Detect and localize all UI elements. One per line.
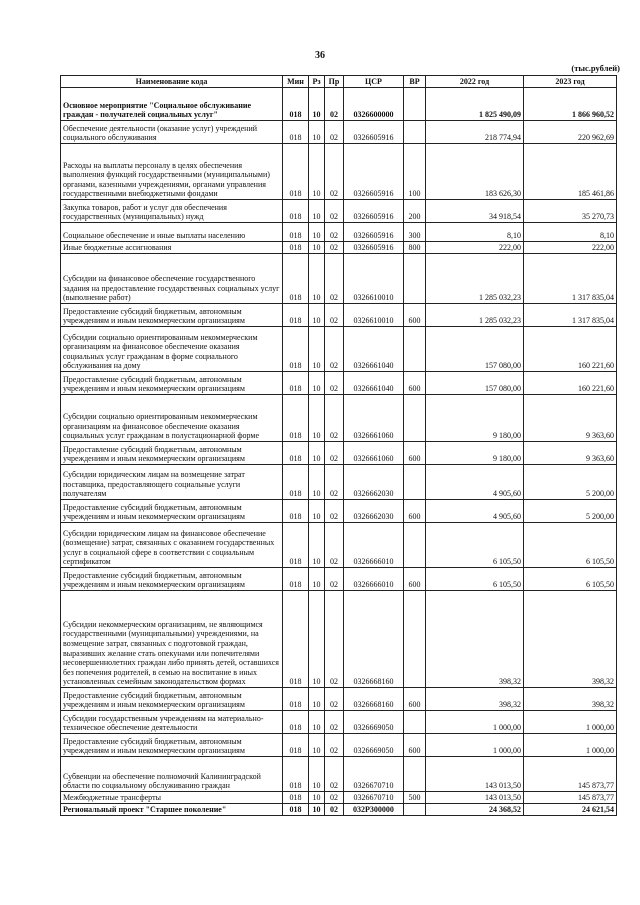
cell-csr: 0326670710 <box>344 792 404 804</box>
cell-name: Предоставление субсидий бюджетным, автономным учреждениям и иным некоммерческим организациям <box>61 688 283 711</box>
cell-rz: 10 <box>309 223 325 242</box>
cell-min: 018 <box>283 500 309 523</box>
cell-csr: 0326670710 <box>344 757 404 792</box>
budget-table <box>60 75 617 816</box>
cell-rz: 10 <box>309 327 325 372</box>
cell-min: 018 <box>283 223 309 242</box>
header-2023: 2023 год <box>524 76 617 88</box>
cell-y2022: 1 000,00 <box>426 734 524 757</box>
table-row <box>61 757 617 792</box>
cell-pr: 02 <box>325 568 344 591</box>
cell-min: 018 <box>283 121 309 144</box>
cell-y2022: 398,32 <box>426 591 524 688</box>
cell-pr: 02 <box>325 372 344 395</box>
cell-min: 018 <box>283 200 309 223</box>
cell-y2022: 1 825 490,09 <box>426 88 524 121</box>
cell-pr: 02 <box>325 304 344 327</box>
table-row <box>61 304 617 327</box>
cell-min: 018 <box>283 804 309 816</box>
cell-vr <box>404 711 426 734</box>
cell-vr: 600 <box>404 568 426 591</box>
cell-y2022: 143 013,50 <box>426 792 524 804</box>
cell-vr: 600 <box>404 372 426 395</box>
cell-vr: 600 <box>404 304 426 327</box>
cell-y2023: 185 461,86 <box>524 144 617 200</box>
cell-pr: 02 <box>325 223 344 242</box>
table-row <box>61 804 617 816</box>
cell-name: Социальное обеспечение и иные выплаты населению <box>61 223 283 242</box>
cell-pr: 02 <box>325 465 344 500</box>
cell-csr: 0326669050 <box>344 734 404 757</box>
cell-rz: 10 <box>309 711 325 734</box>
cell-rz: 10 <box>309 442 325 465</box>
table-row <box>61 223 617 242</box>
header-2022: 2022 год <box>426 76 524 88</box>
cell-y2022: 157 080,00 <box>426 372 524 395</box>
cell-y2023: 398,32 <box>524 688 617 711</box>
cell-csr: 0326605916 <box>344 242 404 254</box>
cell-vr <box>404 254 426 304</box>
cell-csr: 0326668160 <box>344 688 404 711</box>
cell-csr: 0326605916 <box>344 144 404 200</box>
cell-min: 018 <box>283 395 309 442</box>
table-row <box>61 792 617 804</box>
cell-y2023: 145 873,77 <box>524 757 617 792</box>
cell-min: 018 <box>283 711 309 734</box>
cell-y2023: 1 000,00 <box>524 734 617 757</box>
cell-y2022: 4 905,60 <box>426 465 524 500</box>
cell-vr <box>404 804 426 816</box>
cell-pr: 02 <box>325 688 344 711</box>
cell-rz: 10 <box>309 254 325 304</box>
cell-csr: 0326661060 <box>344 395 404 442</box>
cell-csr: 0326669050 <box>344 711 404 734</box>
cell-pr: 02 <box>325 591 344 688</box>
cell-y2022: 1 285 032,23 <box>426 304 524 327</box>
table-row <box>61 121 617 144</box>
table-row <box>61 372 617 395</box>
cell-csr: 0326662030 <box>344 500 404 523</box>
cell-name: Межбюджетные трансферты <box>61 792 283 804</box>
cell-vr <box>404 395 426 442</box>
cell-name: Расходы на выплаты персоналу в целях обеспечения выполнения функций государственными (муниципальными) органами, казенными учреждениями, органами управления государственными внебюджетными фондами <box>61 144 283 200</box>
cell-min: 018 <box>283 688 309 711</box>
cell-pr: 02 <box>325 500 344 523</box>
page-number: 36 <box>315 50 325 61</box>
cell-rz: 10 <box>309 568 325 591</box>
cell-name: Субсидии социально ориентированным некоммерческим организациям на финансовое обеспечение оказания социальных услуг гражданам в полустационарной форме <box>61 395 283 442</box>
cell-rz: 10 <box>309 372 325 395</box>
cell-pr: 02 <box>325 804 344 816</box>
cell-y2023: 35 270,73 <box>524 200 617 223</box>
cell-rz: 10 <box>309 200 325 223</box>
cell-min: 018 <box>283 792 309 804</box>
cell-pr: 02 <box>325 395 344 442</box>
cell-vr <box>404 591 426 688</box>
cell-min: 018 <box>283 442 309 465</box>
cell-min: 018 <box>283 144 309 200</box>
cell-rz: 10 <box>309 144 325 200</box>
cell-pr: 02 <box>325 88 344 121</box>
cell-pr: 02 <box>325 757 344 792</box>
header-vr: ВР <box>404 76 426 88</box>
cell-name: Субсидии государственным учреждениям на материально-техническое обеспечение деятельности <box>61 711 283 734</box>
cell-rz: 10 <box>309 242 325 254</box>
cell-y2022: 183 626,30 <box>426 144 524 200</box>
table-row <box>61 200 617 223</box>
cell-pr: 02 <box>325 254 344 304</box>
cell-rz: 10 <box>309 688 325 711</box>
cell-vr <box>404 327 426 372</box>
cell-csr: 0326605916 <box>344 121 404 144</box>
cell-name: Предоставление субсидий бюджетным, автономным учреждениям и иным некоммерческим организациям <box>61 734 283 757</box>
cell-name: Предоставление субсидий бюджетным, автономным учреждениям и иным некоммерческим организациям <box>61 372 283 395</box>
cell-rz: 10 <box>309 591 325 688</box>
table-row <box>61 500 617 523</box>
table-row <box>61 327 617 372</box>
cell-csr: 0326661040 <box>344 327 404 372</box>
table-header-row <box>61 76 617 88</box>
cell-csr: 0326661060 <box>344 442 404 465</box>
cell-y2022: 8,10 <box>426 223 524 242</box>
cell-pr: 02 <box>325 523 344 568</box>
cell-rz: 10 <box>309 88 325 121</box>
cell-y2022: 1 000,00 <box>426 711 524 734</box>
cell-y2022: 218 774,94 <box>426 121 524 144</box>
cell-vr <box>404 465 426 500</box>
cell-y2022: 34 918,54 <box>426 200 524 223</box>
cell-y2023: 1 317 835,04 <box>524 254 617 304</box>
cell-y2023: 220 962,69 <box>524 121 617 144</box>
cell-name: Предоставление субсидий бюджетным, автономным учреждениям и иным некоммерческим организациям <box>61 500 283 523</box>
cell-min: 018 <box>283 88 309 121</box>
cell-csr: 0326666010 <box>344 568 404 591</box>
cell-rz: 10 <box>309 792 325 804</box>
cell-pr: 02 <box>325 121 344 144</box>
cell-rz: 10 <box>309 523 325 568</box>
cell-rz: 10 <box>309 757 325 792</box>
cell-csr: 0326605916 <box>344 223 404 242</box>
header-name: Наименование кода <box>61 76 283 88</box>
cell-vr: 600 <box>404 442 426 465</box>
cell-vr <box>404 523 426 568</box>
cell-rz: 10 <box>309 121 325 144</box>
table-row <box>61 442 617 465</box>
table-row <box>61 688 617 711</box>
cell-name: Субсидии юридическим лицам на возмещение затрат поставщика, предоставляющего социальные услуги получателям <box>61 465 283 500</box>
cell-vr: 600 <box>404 500 426 523</box>
units-label: (тыс.рублей) <box>571 63 620 73</box>
cell-min: 018 <box>283 757 309 792</box>
cell-vr: 600 <box>404 734 426 757</box>
cell-name: Региональный проект "Старшее поколение" <box>61 804 283 816</box>
table-row <box>61 88 617 121</box>
cell-y2023: 222,00 <box>524 242 617 254</box>
cell-min: 018 <box>283 734 309 757</box>
cell-name: Субсидии на финансовое обеспечение государственного задания на предоставление государственных социальных услуг (выполнение работ) <box>61 254 283 304</box>
cell-csr: 0326668160 <box>344 591 404 688</box>
cell-rz: 10 <box>309 500 325 523</box>
cell-rz: 10 <box>309 395 325 442</box>
cell-y2022: 9 180,00 <box>426 442 524 465</box>
cell-y2023: 145 873,77 <box>524 792 617 804</box>
cell-y2022: 157 080,00 <box>426 327 524 372</box>
cell-rz: 10 <box>309 304 325 327</box>
cell-min: 018 <box>283 372 309 395</box>
cell-y2023: 9 363,60 <box>524 395 617 442</box>
cell-name: Субсидии юридическим лицам на финансовое обеспечение (возмещение) затрат, связанных с оказанием государственных услуг в социальной сфере в соответствии с социальным сертификатом <box>61 523 283 568</box>
cell-csr: 0326610010 <box>344 254 404 304</box>
cell-y2023: 1 000,00 <box>524 711 617 734</box>
cell-vr: 600 <box>404 688 426 711</box>
cell-y2022: 24 368,52 <box>426 804 524 816</box>
cell-y2022: 398,32 <box>426 688 524 711</box>
cell-y2023: 1 866 960,52 <box>524 88 617 121</box>
cell-name: Иные бюджетные ассигнования <box>61 242 283 254</box>
cell-pr: 02 <box>325 792 344 804</box>
cell-vr: 100 <box>404 144 426 200</box>
cell-rz: 10 <box>309 465 325 500</box>
cell-min: 018 <box>283 327 309 372</box>
cell-y2022: 6 105,50 <box>426 568 524 591</box>
cell-min: 018 <box>283 523 309 568</box>
cell-min: 018 <box>283 568 309 591</box>
header-csr: ЦСР <box>344 76 404 88</box>
header-pr: Пр <box>325 76 344 88</box>
header-rz: Рз <box>309 76 325 88</box>
cell-y2022: 222,00 <box>426 242 524 254</box>
table-row <box>61 242 617 254</box>
cell-y2023: 398,32 <box>524 591 617 688</box>
cell-y2023: 24 621,54 <box>524 804 617 816</box>
cell-csr: 0326662030 <box>344 465 404 500</box>
cell-vr: 200 <box>404 200 426 223</box>
cell-y2023: 5 200,00 <box>524 500 617 523</box>
cell-y2023: 6 105,50 <box>524 523 617 568</box>
cell-y2023: 9 363,60 <box>524 442 617 465</box>
cell-name: Субсидии социально ориентированным некоммерческим организациям на финансовое обеспечение оказания социальных услуг гражданам в форме социального обслуживания на дому <box>61 327 283 372</box>
cell-y2023: 8,10 <box>524 223 617 242</box>
cell-name: Субсидии некоммерческим организациям, не являющимся государственными (муниципальными) учреждениями, на возмещение затрат, связанных с подготовкой граждан, выразивших желание стать опекунами или попечителями несовершеннолетних граждан либо принять детей, оставшихся без попечения родителей, в семью на воспитание в иных установленных семейным законодательством формах <box>61 591 283 688</box>
cell-pr: 02 <box>325 711 344 734</box>
cell-vr: 800 <box>404 242 426 254</box>
cell-rz: 10 <box>309 734 325 757</box>
table-row <box>61 465 617 500</box>
cell-name: Закупка товаров, работ и услуг для обеспечения государственных (муниципальных) нужд <box>61 200 283 223</box>
cell-y2022: 1 285 032,23 <box>426 254 524 304</box>
cell-pr: 02 <box>325 442 344 465</box>
cell-csr: 0326666010 <box>344 523 404 568</box>
cell-name: Субвенции на обеспечение полномочий Калининградской области по социальному обслуживанию граждан <box>61 757 283 792</box>
cell-y2023: 6 105,50 <box>524 568 617 591</box>
cell-min: 018 <box>283 254 309 304</box>
cell-y2022: 143 013,50 <box>426 757 524 792</box>
table-row <box>61 523 617 568</box>
cell-pr: 02 <box>325 242 344 254</box>
table-row <box>61 568 617 591</box>
cell-csr: 0326605916 <box>344 200 404 223</box>
cell-rz: 10 <box>309 804 325 816</box>
cell-vr: 500 <box>404 792 426 804</box>
cell-y2023: 160 221,60 <box>524 372 617 395</box>
cell-name: Предоставление субсидий бюджетным, автономным учреждениям и иным некоммерческим организациям <box>61 442 283 465</box>
table-body <box>61 88 617 816</box>
cell-y2022: 4 905,60 <box>426 500 524 523</box>
cell-vr: 300 <box>404 223 426 242</box>
cell-csr: 032P300000 <box>344 804 404 816</box>
table-row <box>61 254 617 304</box>
cell-vr <box>404 88 426 121</box>
cell-name: Основное мероприятие "Социальное обслуживание граждан - получателей социальных услуг" <box>61 88 283 121</box>
cell-name: Обеспечение деятельности (оказание услуг) учреждений социального обслуживания <box>61 121 283 144</box>
cell-name: Предоставление субсидий бюджетным, автономным учреждениям и иным некоммерческим организациям <box>61 304 283 327</box>
cell-vr <box>404 121 426 144</box>
table-row <box>61 395 617 442</box>
cell-vr <box>404 757 426 792</box>
cell-csr: 0326661040 <box>344 372 404 395</box>
cell-min: 018 <box>283 304 309 327</box>
cell-y2023: 1 317 835,04 <box>524 304 617 327</box>
table-row <box>61 711 617 734</box>
table-row <box>61 144 617 200</box>
cell-pr: 02 <box>325 327 344 372</box>
cell-y2022: 9 180,00 <box>426 395 524 442</box>
table-row <box>61 591 617 688</box>
cell-pr: 02 <box>325 144 344 200</box>
cell-csr: 0326610010 <box>344 304 404 327</box>
header-min: Мин <box>283 76 309 88</box>
cell-min: 018 <box>283 591 309 688</box>
cell-name: Предоставление субсидий бюджетным, автономным учреждениям и иным некоммерческим организациям <box>61 568 283 591</box>
cell-min: 018 <box>283 242 309 254</box>
cell-y2023: 5 200,00 <box>524 465 617 500</box>
cell-y2023: 160 221,60 <box>524 327 617 372</box>
cell-pr: 02 <box>325 200 344 223</box>
cell-y2022: 6 105,50 <box>426 523 524 568</box>
cell-csr: 0326600000 <box>344 88 404 121</box>
cell-pr: 02 <box>325 734 344 757</box>
table-row <box>61 734 617 757</box>
cell-min: 018 <box>283 465 309 500</box>
